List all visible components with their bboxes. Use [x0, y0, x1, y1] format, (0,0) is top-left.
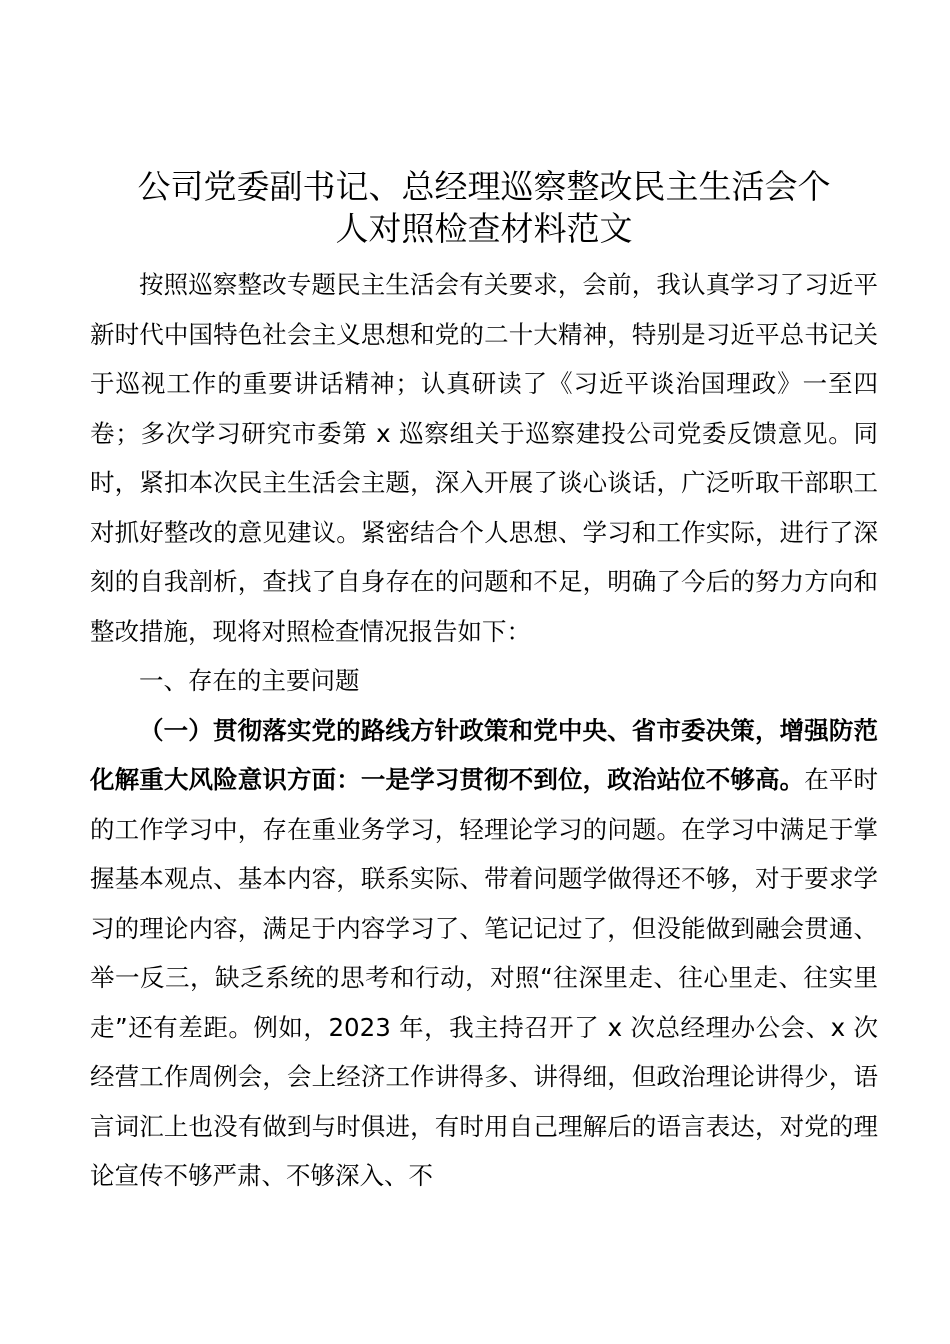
intro-paragraph: 按照巡察整改专题民主生活会有关要求，会前，我认真学习了习近平新时代中国特色社会主义思想和党的二十大精神，特别是习近平总书记关于巡视工作的重要讲话精神；认真研读了《习近平谈治国理政》一至四卷；多次学习研究市委第 x 巡察组关于巡察建投公司党委反馈意见。同时，紧扣本次民主生活会主题，深入开展了谈心谈话，广泛听取干部职工对抓好整改的意见建议。紧密结合个人思想、学习和工作实际，进行了深刻的自我剖析，查找了自身存在的问题和不足，明确了今后的努力方向和整改措施，现将对照检查情况报告如下：: [90, 270, 878, 646]
title-line-1: 公司党委副书记、总经理巡察整改民主生活会个: [137, 167, 831, 206]
document-title: [90, 0, 878, 250]
subsection-heading-1: （一）贯彻落实党的路线方针政策和党中央、省市委决策，增强防范化解重大风险意识方面：一是学习贯彻不到位，政治站位不够高。: [90, 715, 878, 794]
subsection-paragraph-1: [90, 706, 878, 1201]
document-page: [90, 0, 878, 1201]
subsection-body-1: 在平时的工作学习中，存在重业务学习，轻理论学习的问题。在学习中满足于掌握基本观点、基本内容，联系实际、带着问题学做得还不够，对于要求学习的理论内容，满足于内容学习了、笔记记过了，但没能做到融会贯通、举一反三，缺乏系统的思考和行动，对照“往深里走、往心里走、往实里走”还有差距。例如，2023 年，我主持召开了 x 次总经理办公会、x 次经营工作周例会，会上经济工作讲得多、讲得细，但政治理论讲得少，语言词汇上也没有做到与时俱进，有时用自己理解后的语言表达，对党的理论宣传不够严肃、不够深入、不: [90, 765, 879, 1190]
section-heading-1: 一、存在的主要问题: [139, 666, 360, 695]
document-body: [90, 260, 878, 1201]
title-line-2: 人对照检查材料范文: [335, 209, 633, 248]
